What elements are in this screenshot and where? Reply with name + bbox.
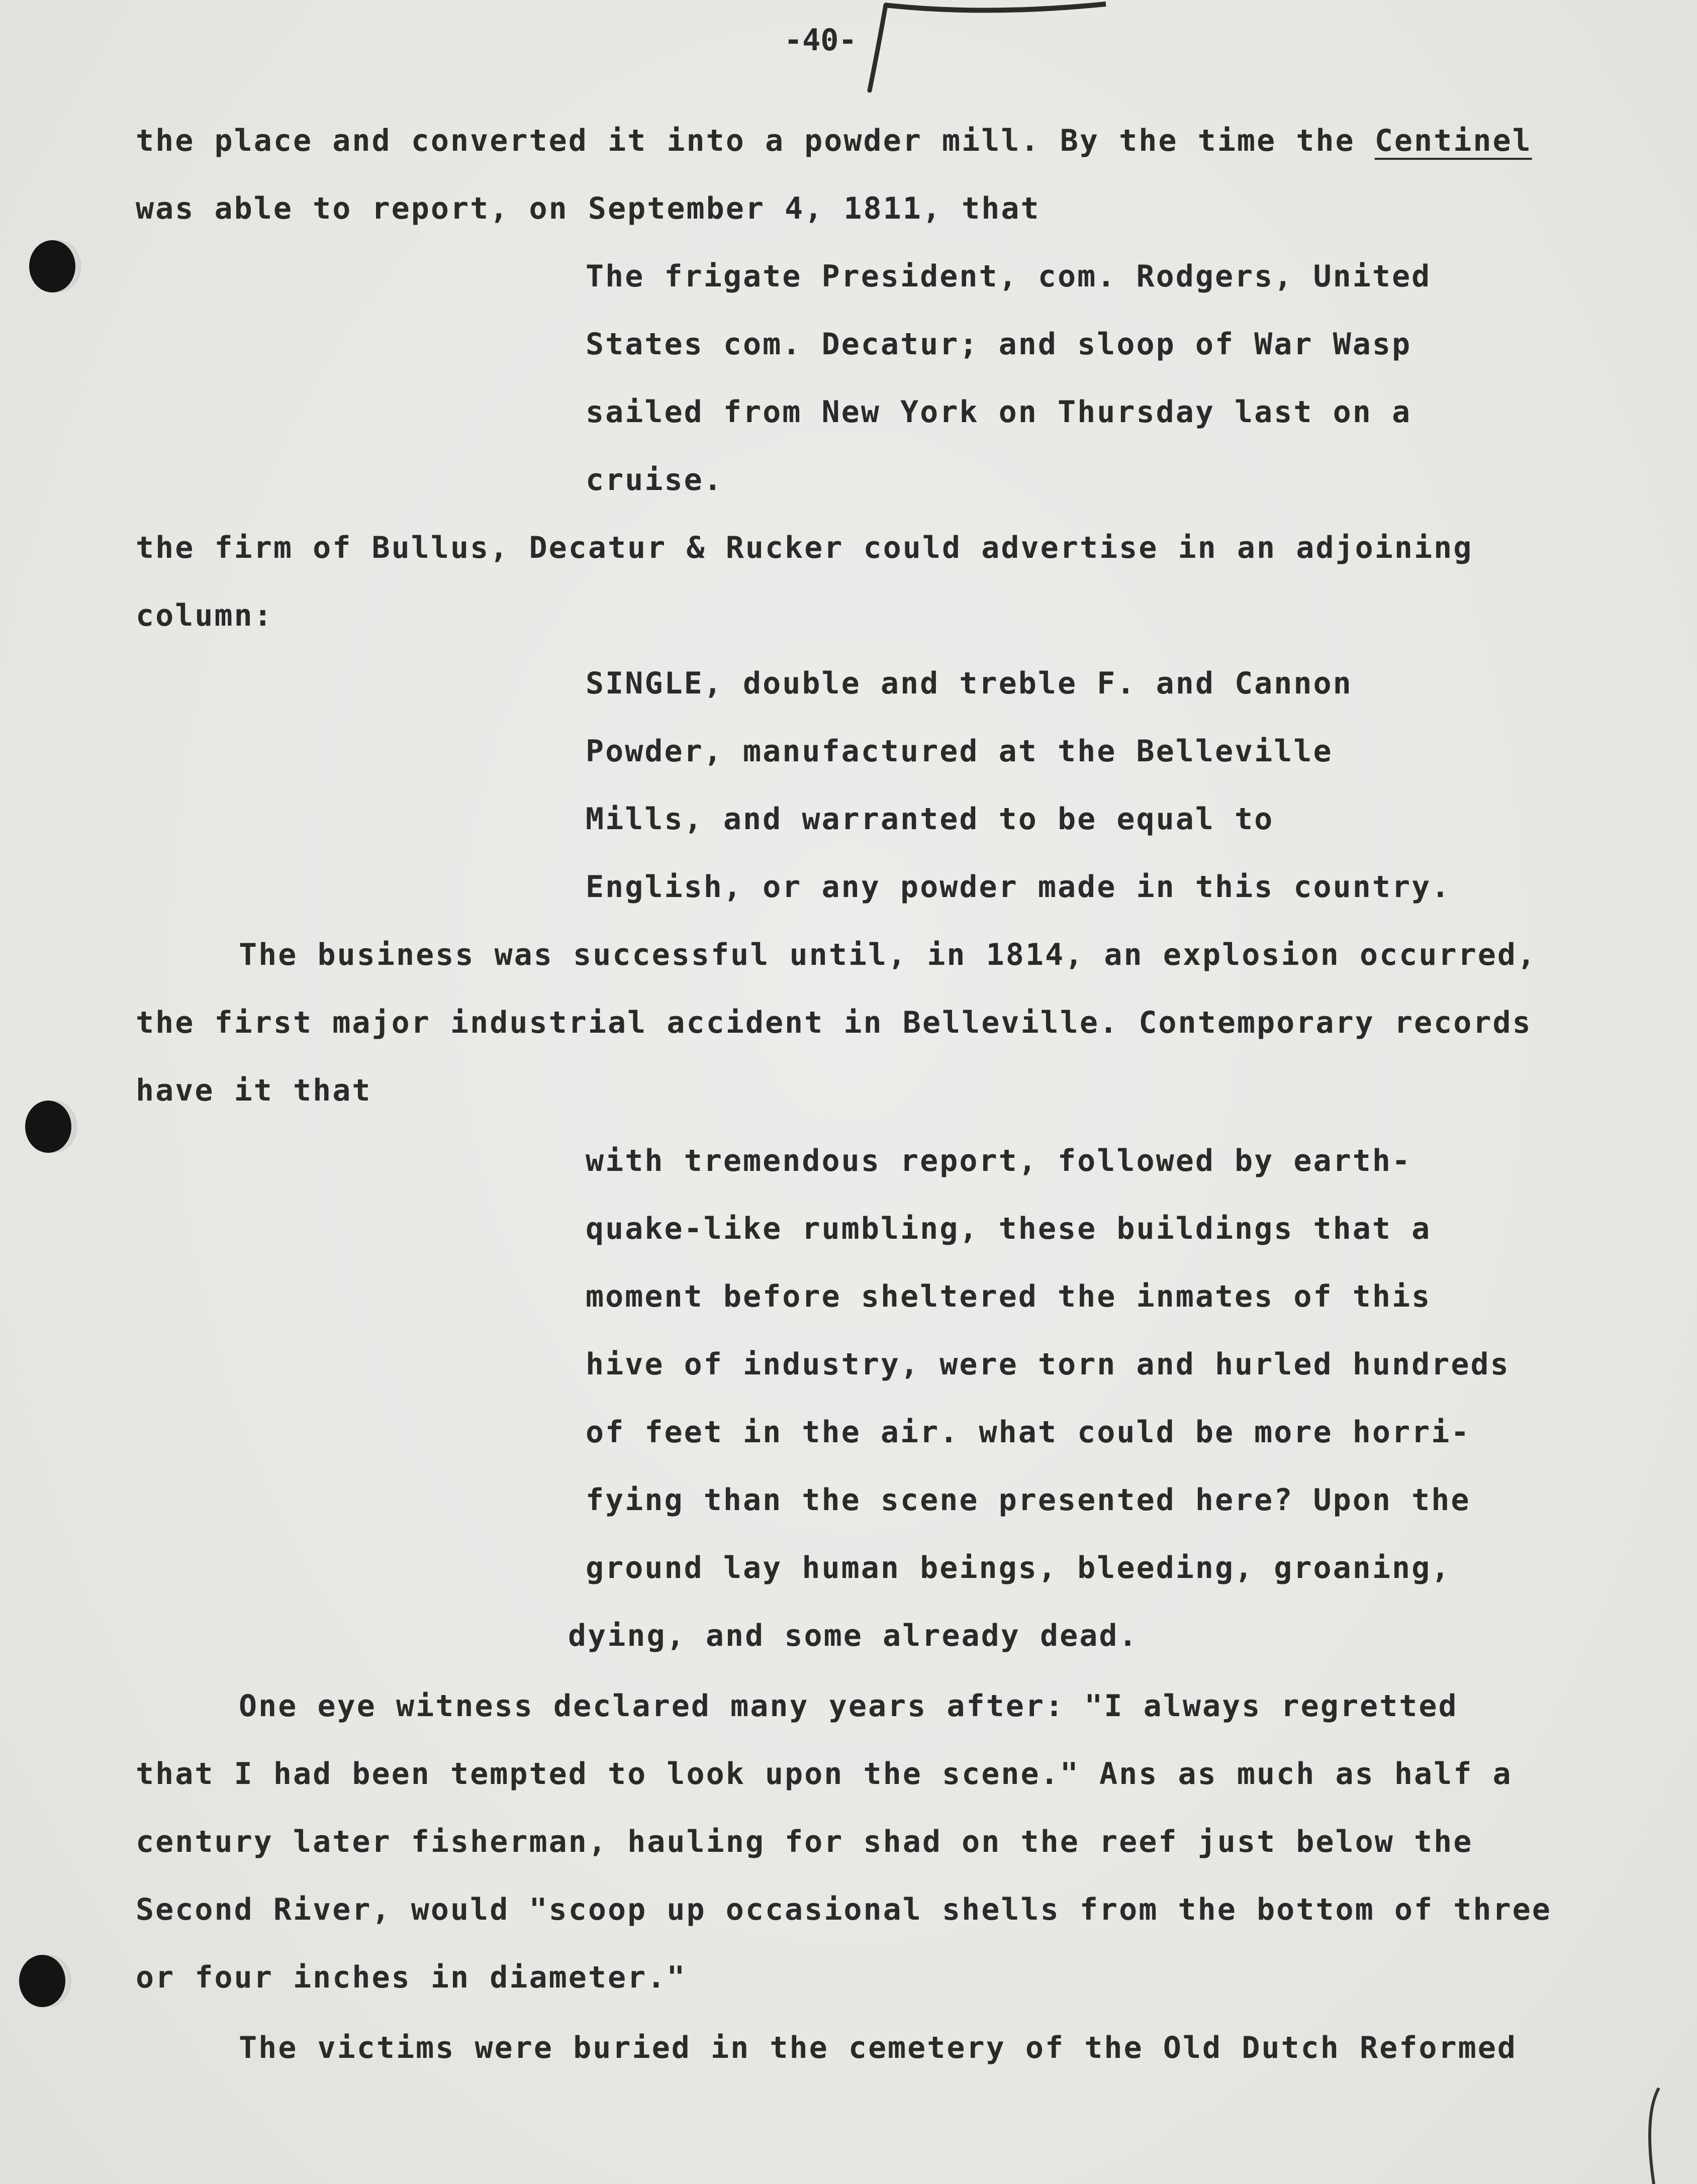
quote-line: Mills, and warranted to be equal to (586, 802, 1274, 837)
quote-line: cruise. (586, 462, 723, 498)
punch-hole-top (29, 240, 75, 292)
body-text: the place and converted it into a powder mill. By the time the (136, 123, 1375, 158)
body-line: have it that (136, 1073, 372, 1108)
page-number: -40- (784, 23, 857, 58)
body-line: column: (136, 598, 273, 633)
margin-pen-mark (1639, 2086, 1669, 2184)
body-line: The business was successful until, in 1814, an explosion occurred, (239, 937, 1537, 972)
quote-line: dying, and some already dead. (568, 1618, 1139, 1653)
quote-line: moment before sheltered the inmates of this (586, 1279, 1432, 1314)
pen-stroke-mark (855, 0, 1116, 95)
punch-hole-bottom (19, 1955, 65, 2007)
quote-line: fying than the scene presented here? Upon the (586, 1482, 1471, 1518)
body-line: One eye witness declared many years after: "I always regretted (239, 1689, 1458, 1724)
body-line: the firm of Bullus, Decatur & Rucker could advertise in an adjoining (136, 530, 1473, 565)
quote-line: quake-like rumbling, these buildings that a (586, 1211, 1432, 1246)
body-line: Second River, would "scoop up occasional shells from the bottom of three (136, 1892, 1552, 1927)
quote-line: sailed from New York on Thursday last on a (586, 394, 1412, 430)
body-line: that I had been tempted to look upon the scene." Ans as much as half a (136, 1756, 1513, 1792)
quote-line: ground lay human beings, bleeding, groaning, (586, 1550, 1451, 1585)
quote-line: SINGLE, double and treble F. and Cannon (586, 666, 1353, 701)
body-line: was able to report, on September 4, 1811, that (136, 191, 1041, 226)
body-line (136, 123, 1532, 158)
quote-line: with tremendous report, followed by earth- (586, 1143, 1412, 1178)
punch-hole-middle (25, 1101, 71, 1153)
quote-line: English, or any powder made in this country. (586, 869, 1451, 905)
body-line: or four inches in diameter." (136, 1960, 687, 1995)
quote-line: of feet in the air. what could be more horri- (586, 1415, 1471, 1450)
quote-line: hive of industry, were torn and hurled hundreds (586, 1347, 1510, 1382)
body-line: the first major industrial accident in Belleville. Contemporary records (136, 1005, 1532, 1040)
newspaper-title: Centinel (1374, 123, 1532, 158)
quote-line: The frigate President, com. Rodgers, United (586, 259, 1432, 294)
body-line: The victims were buried in the cemetery of the Old Dutch Reformed (239, 2030, 1517, 2065)
quote-line: Powder, manufactured at the Belleville (586, 734, 1333, 769)
quote-line: States com. Decatur; and sloop of War Wasp (586, 327, 1412, 362)
body-line: century later fisherman, hauling for shad on the reef just below the (136, 1824, 1473, 1859)
